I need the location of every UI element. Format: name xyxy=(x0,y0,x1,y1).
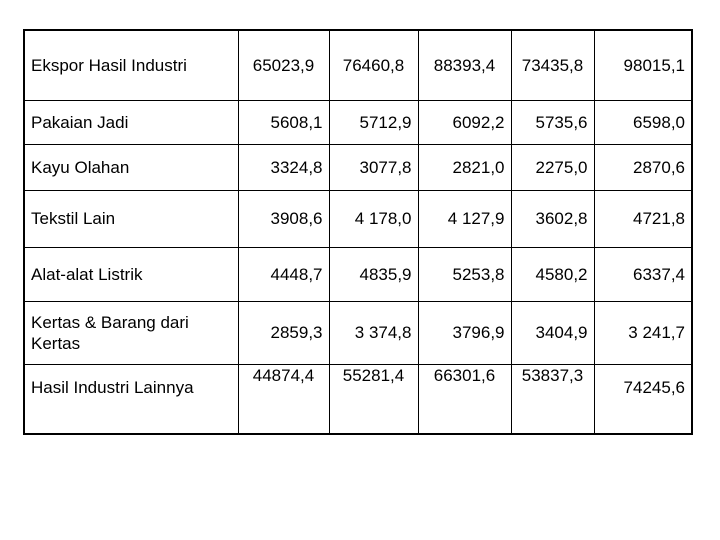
table-row-alat-alat-listrik xyxy=(24,247,692,301)
table-cell: 65023,9 xyxy=(238,30,329,100)
table-row-pakaian-jadi xyxy=(24,100,692,144)
table-cell: 6092,2 xyxy=(418,100,511,144)
table-cell: 55281,4 xyxy=(329,364,418,434)
table-cell: 5253,8 xyxy=(418,247,511,301)
industry-export-table xyxy=(23,29,693,435)
table-cell: 2821,0 xyxy=(418,144,511,190)
table-cell: 66301,6 xyxy=(418,364,511,434)
table-cell: 3602,8 xyxy=(511,190,594,247)
table-cell: 88393,4 xyxy=(418,30,511,100)
table-row-hasil-industri-lainnya xyxy=(24,364,692,434)
table-cell: 6337,4 xyxy=(594,247,692,301)
table-cell: 3 374,8 xyxy=(329,301,418,364)
table-cell: 2275,0 xyxy=(511,144,594,190)
table-cell: 4 178,0 xyxy=(329,190,418,247)
table-cell: 6598,0 xyxy=(594,100,692,144)
table-cell: 2870,6 xyxy=(594,144,692,190)
row-label: Tekstil Lain xyxy=(24,190,238,247)
table-cell: 5608,1 xyxy=(238,100,329,144)
table-cell: 76460,8 xyxy=(329,30,418,100)
table-cell: 73435,8 xyxy=(511,30,594,100)
table-cell: 3077,8 xyxy=(329,144,418,190)
row-label: Ekspor Hasil Industri xyxy=(24,30,238,100)
row-label: Pakaian Jadi xyxy=(24,100,238,144)
table-row-kertas-barang xyxy=(24,301,692,364)
row-label: Kayu Olahan xyxy=(24,144,238,190)
row-label: Hasil Industri Lainnya xyxy=(24,364,238,434)
table-cell: 4448,7 xyxy=(238,247,329,301)
table-row-tekstil-lain xyxy=(24,190,692,247)
table-cell: 3 241,7 xyxy=(594,301,692,364)
table-cell: 5735,6 xyxy=(511,100,594,144)
table-cell: 5712,9 xyxy=(329,100,418,144)
table-cell: 44874,4 xyxy=(238,364,329,434)
table-row-kayu-olahan xyxy=(24,144,692,190)
table-cell: 74245,6 xyxy=(594,364,692,434)
table-cell: 53837,3 xyxy=(511,364,594,434)
table-cell: 4580,2 xyxy=(511,247,594,301)
table-cell: 4835,9 xyxy=(329,247,418,301)
table-cell: 3404,9 xyxy=(511,301,594,364)
table-cell: 2859,3 xyxy=(238,301,329,364)
table-cell: 3324,8 xyxy=(238,144,329,190)
table-cell: 98015,1 xyxy=(594,30,692,100)
table-cell: 4 127,9 xyxy=(418,190,511,247)
table-cell: 4721,8 xyxy=(594,190,692,247)
row-label: Alat-alat Listrik xyxy=(24,247,238,301)
table-cell: 3796,9 xyxy=(418,301,511,364)
table-row-ekspor-hasil-industri xyxy=(24,30,692,100)
row-label: Kertas & Barang dari Kertas xyxy=(24,301,238,364)
table-cell: 3908,6 xyxy=(238,190,329,247)
